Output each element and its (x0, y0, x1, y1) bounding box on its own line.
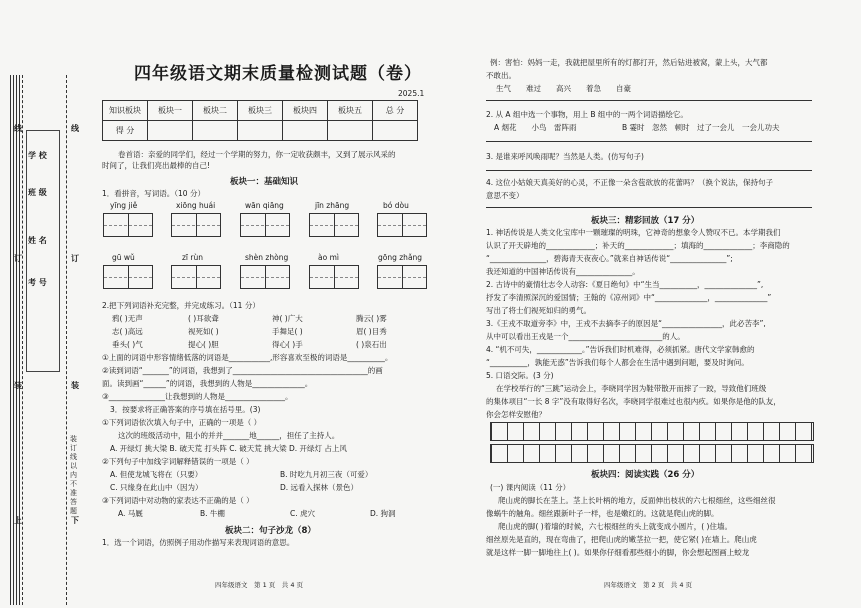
year: 2025.1 (398, 89, 425, 98)
writing-box[interactable] (377, 213, 427, 237)
question: 3. 是谁来呼风唤雨呢？当然是人类。(仿写句子) (486, 152, 644, 161)
option: B. 牛棚 (200, 509, 225, 518)
reading-line: 爬山虎的脚长在茎上。茎上长叶柄的地方，反面伸出枝状的六七根细丝，这些细丝很 (498, 496, 776, 505)
s3-line: 1. 神话传说是人类文化宝库中一颗璀璨的明珠，它神奇的想象令人赞叹不已。本学期我们 (486, 228, 781, 237)
writing-box[interactable] (171, 265, 221, 289)
intro-line: 卷首语：亲爱的同学们，经过一个学期的努力，你一定收获颇丰，又到了展示风采的 (118, 150, 396, 159)
s3-line: 你会怎样安慰他？ (486, 410, 546, 419)
binding-mark: 上 (14, 516, 22, 525)
options: A. 开绿灯 挑大梁 B. 破天荒 打头阵 C. 破天荒 挑大梁 D. 开绿灯 占上风 (110, 444, 347, 453)
pinyin: gū wǔ (112, 253, 135, 262)
writing-box[interactable] (309, 265, 359, 289)
question: 2. 从 A 组中选一个事物，用上 B 组中的一两个词语描绘它。 (486, 110, 688, 119)
s3-line: 2. 古诗中的豪情壮志令人动容:《夏日绝句》中“生当__________，______________”, (486, 280, 764, 289)
pinyin: gōng zhǎng (378, 253, 423, 262)
pinyin: yīng jiě (110, 201, 138, 210)
pinyin: xiōng huái (176, 201, 216, 210)
writing-box[interactable] (171, 213, 221, 237)
footer: 四年级语文 第 1 页 共 4 页 (215, 581, 304, 589)
example-line: 不敢出。 (486, 71, 516, 80)
s3-line: 4. “机不可失，____________。”告诉我们时机难得，必须抓紧。唐代文学家韩愈的 (486, 345, 755, 354)
s3-line: 抒发了李清照深沉的爱国情；王翰的《凉州词》中“______________，______________” (486, 293, 772, 302)
sub-question: ②读到词语“_______”的词语，我想到了____________________________________的画 (102, 366, 383, 375)
pinyin: zī rùn (182, 253, 203, 262)
binding-mark: 下 (71, 516, 79, 525)
example-line: 例：害怕：妈妈一走，我就把屋里所有的灯都打开，然后钻进被窝，蒙上头，大气都 (490, 58, 768, 67)
sub-question: ①上面的词语中形容情绪低落的词语是___________,形容喜欢至极的词语是__________。 (102, 353, 393, 362)
score-cell[interactable] (193, 121, 238, 141)
option: A. 马厩 (118, 509, 143, 518)
binding-mark: 线 (71, 124, 79, 133)
binding-strip (8, 75, 98, 605)
question: 1．看拼音，写词语。（10 分） (102, 189, 205, 198)
idiom: 腾云( )雾 (356, 314, 387, 323)
reading-line: 就是这样一脚一脚地往上( )。如果你仔细看那些细小的脚，你会想起图画上蛟龙 (486, 548, 750, 557)
idiom: 神( )广大 (272, 314, 303, 323)
idiom: 视死如( ) (188, 327, 219, 336)
idiom: 眉( )目秀 (356, 327, 387, 336)
idiom: 得心( )手 (272, 340, 303, 349)
sub-question: ③下列词语中对动物的家表达不正确的是（ ） (102, 496, 254, 505)
score-header: 板块二 (193, 101, 238, 121)
pinyin: shèn zhòng (245, 253, 289, 262)
reading-line: 像蜗牛的触角。细丝跟新叶子一样，也是嫩红的。这就是爬山虎的脚。 (486, 509, 719, 518)
writing-box[interactable] (240, 213, 290, 237)
idiom: ( )泉石出 (356, 340, 387, 349)
option: C. 虎穴 (290, 509, 316, 518)
binding-note: 装订线以内不准答题 (70, 435, 77, 515)
s3-line: 在学校举行的“三跳”运动会上，李晓同学因为鞋带散开而摔了一跤，导致他们班级 (496, 384, 767, 393)
question: 3．按要求将正确答案的序号填在括号里。(3) (110, 405, 261, 414)
page-title: 四年级语文期末质量检测试题（卷） (134, 64, 422, 84)
sub-question: ③_______________让我想到的人物是________________。 (102, 392, 293, 401)
idiom: 提心( )胆 (188, 340, 219, 349)
score-cell[interactable] (238, 121, 283, 141)
writing-box[interactable] (377, 265, 427, 289)
pinyin: ào mì (318, 253, 339, 262)
score-cell[interactable] (148, 121, 193, 141)
writing-box[interactable] (240, 265, 290, 289)
binding-box (26, 130, 60, 372)
reading-line: 细丝原先是直的，现在弯曲了，把爬山虎的嫩茎拉一把，使它紧( )在墙上。爬山虎 (486, 535, 757, 544)
intro-line: 时间了，让我们亮出最棒的自己! (102, 161, 211, 170)
score-header: 板块五 (328, 101, 373, 121)
s3-line: 从中可以看出王戎是一个_________________________的人。 (486, 332, 685, 341)
reading-line: 爬山虎的脚( )着墙的时候，六七根细丝的头上就变成小圆片，( )住墙。 (498, 522, 732, 531)
question: 1．选一个词语，仿照例子用动作描写来表现词语的意思。 (102, 538, 295, 547)
group-a: A 烟花 小鸟 雷阵雨 (494, 123, 577, 132)
score-header: 板块三 (238, 101, 283, 121)
score-cell[interactable] (283, 121, 328, 141)
score-table (102, 100, 418, 141)
question: 意思不变） (486, 191, 524, 200)
section-title: 板块二：句子沙龙（8） (225, 526, 316, 536)
option: D. 狗洞 (370, 509, 396, 518)
score-header: 板块一 (148, 101, 193, 121)
school-label: 学 校 (28, 151, 47, 160)
section-title: 板块四：阅读实践（26 分） (591, 470, 700, 480)
binding-mark: 装 (71, 381, 79, 390)
writing-box[interactable] (309, 213, 359, 237)
s3-line: 3.《王戎不取道旁李》中，王戎不去摘李子的原因是“________________，此必苦李”, (486, 319, 766, 328)
idiom: 志( )高远 (112, 327, 143, 336)
s3-line: 认识了开天辟地的_____________；补天的_____________；填海的_____________；李商隐的 (486, 241, 790, 250)
binding-mark: 订 (14, 254, 22, 263)
sub-question: ①下列词语依次填入句子中，正确的一项是（ ） (102, 418, 262, 427)
sub-question: 面。读到画“______”的词语，我想到的人物是______________。 (102, 379, 313, 388)
option: D. 远看入探林（景色） (280, 483, 359, 492)
writing-grid[interactable] (490, 444, 814, 463)
s3-line: 的集体项目“一长 8 字”没有取得好名次，李晓同学很难过也很内疚。如果你是他的队友， (486, 397, 781, 406)
score-row-label: 得 分 (103, 121, 148, 141)
answer-line[interactable] (486, 207, 812, 208)
binding-mark: 订 (71, 254, 79, 263)
exam-number-label: 考 号 (28, 278, 47, 287)
question: 2.把下列词语补充完整，并完成练习。（11 分） (102, 301, 260, 310)
word-list: 生气 难过 高兴 着急 自豪 (496, 84, 631, 93)
answer-line[interactable] (486, 141, 812, 142)
answer-line[interactable] (486, 100, 812, 101)
score-header: 板块四 (283, 101, 328, 121)
score-header: 知识板块 (103, 101, 148, 121)
sub-question: ②下列句子中加线字词解释错误的一项是（ ） (102, 457, 254, 466)
writing-box[interactable] (103, 265, 153, 289)
s3-line: “_______________，碧海青天夜夜心。”就来自神话传说“_______________”; (486, 254, 733, 263)
sentence: 这次的班级活动中，阻小的并并_______地______，担任了主持人。 (118, 431, 340, 440)
idiom: 鸦( )无声 (112, 314, 143, 323)
reading-title: (一) 课内阅读（11 分） (490, 483, 571, 492)
score-header: 总 分 (373, 101, 418, 121)
idiom: 手舞足( ) (272, 327, 303, 336)
idiom: ( )耳欲聋 (188, 314, 219, 323)
pinyin: wān qiāng (245, 201, 284, 210)
section-title: 板块一：基础知识 (230, 177, 299, 187)
binding-mark: 装 (14, 381, 22, 390)
group-b: B 霎时 忽然 顿时 过了一会儿 一会儿功夫 (622, 123, 780, 132)
pinyin: jīn zhāng (315, 201, 350, 210)
section-title: 板块三：精彩回放（17 分） (591, 216, 700, 226)
writing-box[interactable] (103, 213, 153, 237)
writing-grid[interactable] (490, 422, 814, 441)
name-label: 姓 名 (28, 236, 47, 245)
option: B. 时吃九月初三夜（可爱） (280, 470, 373, 479)
answer-line[interactable] (486, 170, 812, 171)
s3-line: 5. 口语交际。(3 分) (486, 371, 554, 380)
score-cell[interactable] (373, 121, 418, 141)
s3-line: 我还知道的中国神话传说有_______________。 (486, 267, 640, 276)
option: A. 但使龙城飞将在（只要） (110, 470, 203, 479)
pinyin: bó dòu (383, 201, 409, 210)
question: 4. 这位小姑娘天真美好的心灵，不正像一朵含苞欲放的花蕾吗？（换个说法，保持句子 (486, 178, 774, 187)
class-label: 班 级 (28, 188, 47, 197)
s3-line: “__________，孰能无惑”告诉我们每个人都会在生活中遇到问题，要及时询问。 (486, 358, 749, 367)
binding-mark: 线 (14, 124, 22, 133)
idiom: 垂头( )气 (112, 340, 143, 349)
option: C. 只缘身在此山中（因为） (110, 483, 203, 492)
footer: 四年级语文 第 2 页 共 4 页 (604, 581, 693, 589)
score-cell[interactable] (328, 121, 373, 141)
s3-line: 写出了将士们视死如归的勇气。 (486, 306, 591, 315)
